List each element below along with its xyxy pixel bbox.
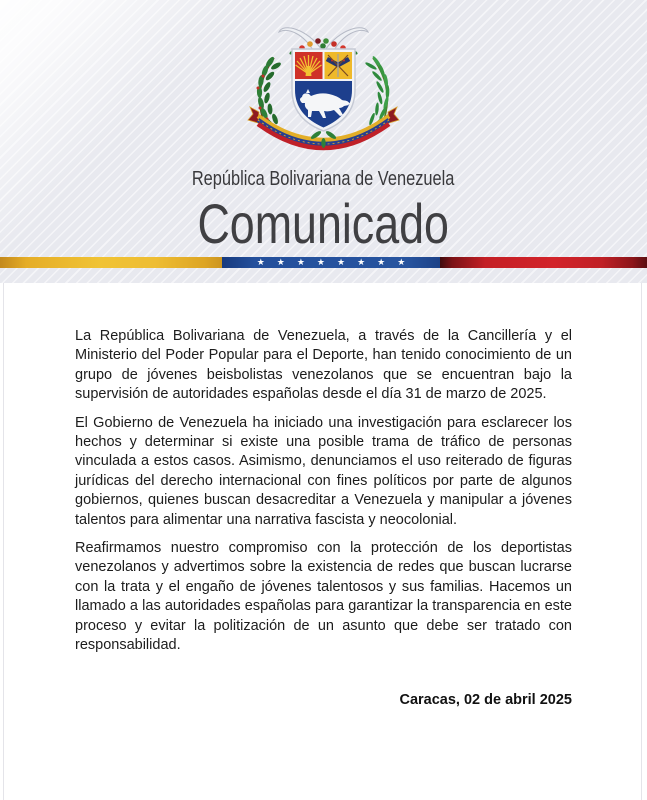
star-icon: ★ <box>256 257 265 267</box>
star-icon: ★ <box>276 257 285 267</box>
star-icon: ★ <box>357 257 366 267</box>
flag-divider <box>0 257 647 268</box>
star-icon: ★ <box>397 257 406 267</box>
country-title-text: República Bolivariana de Venezuela <box>192 168 455 190</box>
flag-red-band <box>440 257 647 268</box>
body-paragraph: La República Bolivariana de Venezuela, a través de la Cancillería y el Ministerio del Poder Popular para el Deporte, han tenido conocimiento de un grupo de jóvenes beisbolistas venezolanos que se encuentran bajo la supervisión de autoridades españolas desde el día 31 de marzo de 2025. <box>75 328 572 403</box>
letterhead-background <box>0 0 647 283</box>
star-icon: ★ <box>296 257 305 267</box>
document-title <box>0 191 647 256</box>
star-icon: ★ <box>377 257 386 267</box>
star-icon: ★ <box>337 257 346 267</box>
communique-body <box>0 283 647 800</box>
body-paragraph: Reafirmamos nuestro compromiso con la protección de los deportistas venezolanos y advertimos sobre la existencia de redes que buscan lucrarse con la trata y el engaño de jóvenes talentosos y sus familias. Hacemos un llamado a las autoridades españolas para garantizar la transparencia en este proceso y evitar la politización de un asunto que debe ser tratado con responsabilidad. <box>75 540 572 654</box>
country-title <box>0 168 647 191</box>
page-edge-line-right <box>641 283 642 800</box>
star-icon: ★ <box>316 257 325 267</box>
page-edge-line-left <box>3 283 4 800</box>
flag-yellow-band <box>0 257 222 268</box>
shield <box>292 49 355 131</box>
document-title-text: Comunicado <box>197 192 450 255</box>
flag-blue-band <box>222 257 440 268</box>
body-paragraph: El Gobierno de Venezuela ha iniciado una investigación para esclarecer los hechos y determinar si existe una posible trama de tráfico de personas vinculada a estos casos. Asimismo, denunciamos el uso reiterado de figuras jurídicas del derecho internacional con fines políticos por parte de algunos gobiernos, quienes buscan desacreditar a Venezuela y manipular a jóvenes talentos para alimentar una narrativa fascista y neocolonial. <box>75 414 572 528</box>
venezuela-coat-of-arms-icon <box>236 16 411 168</box>
dateline: Caracas, 02 de abril 2025 <box>399 691 572 708</box>
